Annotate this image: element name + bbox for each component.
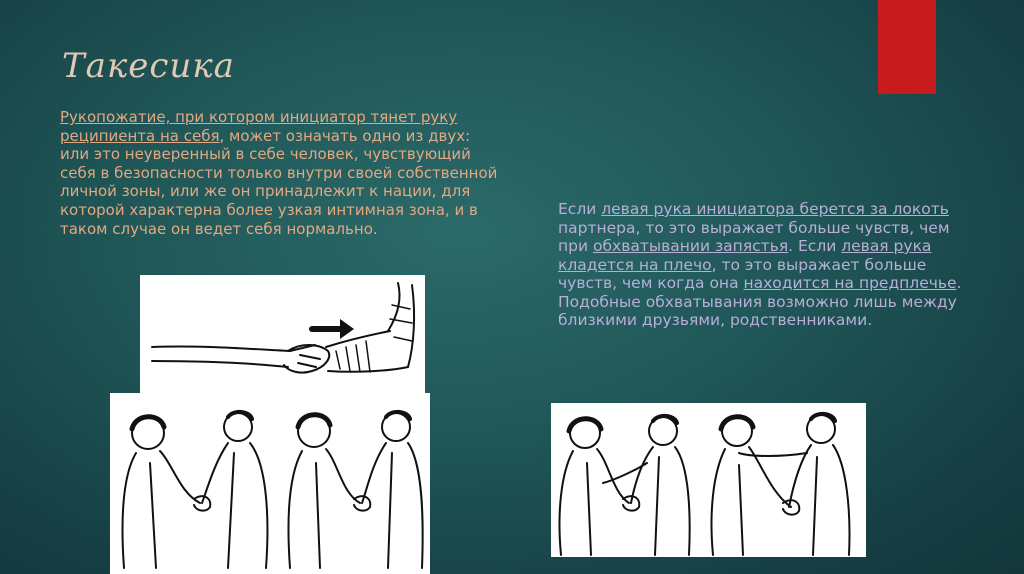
right-text-6: Подобные обхватывания возможно лишь между близкими друзьями, родственниками. [558, 292, 957, 329]
right-text-3: . Если [788, 237, 842, 255]
right-underline-3: левая рука кладется на плечо [558, 237, 932, 274]
handshake-pull-illustration [140, 275, 425, 395]
right-underline-1: левая рука инициатора берется за локоть [601, 200, 949, 218]
handshake-pairs-illustration-left [110, 393, 430, 574]
left-paragraph [60, 108, 500, 238]
right-text-1: Если [558, 200, 602, 218]
right-text-5: . [956, 274, 962, 292]
left-paragraph-underlined: Рукопожатие, при котором инициатор тянет руку реципиента на себя [60, 108, 458, 145]
right-paragraph [558, 200, 978, 330]
left-paragraph-text: , может означать одно из двух: или это неуверенный в себе человек, чувствующий себя в безопасности только внутри своей собственной личной зоны, или же он принадлежит к нации, для которой характерна более узкая интимная зона, и в таком случае он ведет себя нормально. [60, 126, 498, 238]
slide-title: Такесика [62, 46, 235, 86]
accent-bar [878, 0, 936, 94]
right-underline-2: обхватывании запястья [592, 237, 789, 255]
right-text-2: партнера, то это выражает больше чувств, чем при [558, 218, 950, 255]
right-underline-4: находится на предплечье [743, 274, 957, 292]
handshake-pairs-illustration-right [551, 403, 866, 557]
right-text-4: , то это выражает больше чувств, чем когда она [558, 255, 927, 292]
